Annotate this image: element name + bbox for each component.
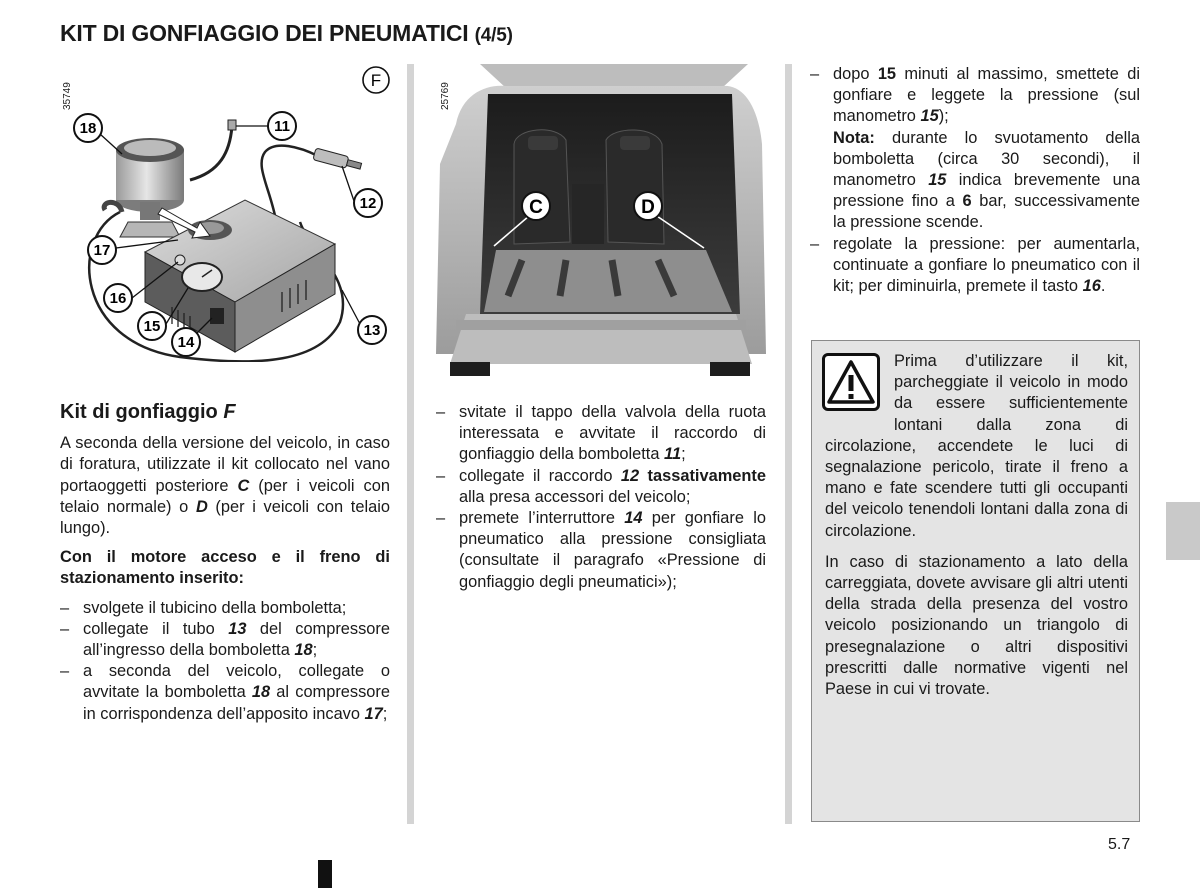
chapter-tab <box>1166 502 1200 560</box>
trunk-photo-figure <box>436 64 766 376</box>
heading-text: Kit di gonfiaggio <box>60 401 218 423</box>
callout-13 <box>358 316 386 344</box>
label-d <box>634 192 662 220</box>
section-heading <box>60 402 390 423</box>
bold-intro: Con il motore acceso e il freno di stazionamento inserito: <box>60 548 390 588</box>
warning-paragraph-1: Prima d’utilizzare il kit, parcheggiate il veicolo in modo da essere sufficientemente lontani dalla zona di circolazione, accendete le luci di segnalazione pericolo, tirate il freno a mano e fate scendere tutti gli occupanti del veicolo tenendoli lontani dalla zona di circolazione. <box>825 352 1128 540</box>
callout-11 <box>268 112 296 140</box>
callout-12 <box>354 189 382 217</box>
list-item: – a seconda del veicolo, collegate o avvitate la bomboletta 18 al compressore in corrispondenza dell’apposito incavo 17; <box>60 662 390 723</box>
figure-id-trunk: 25769 <box>440 82 451 110</box>
trunk-photo <box>436 64 766 376</box>
column-divider-2 <box>785 64 792 824</box>
svg-text:15: 15 <box>143 318 161 335</box>
column-1 <box>60 402 390 725</box>
warning-text <box>825 351 1128 700</box>
list-item: – svolgete il tubicino della bomboletta; <box>60 598 347 617</box>
svg-text:17: 17 <box>93 242 111 259</box>
svg-text:16: 16 <box>109 290 127 307</box>
title-text: KIT DI GONFIAGGIO DEI PNEUMATICI <box>60 20 469 46</box>
callout-15 <box>138 312 166 340</box>
callout-17 <box>88 236 116 264</box>
svg-text:12: 12 <box>359 195 377 212</box>
column-3 <box>810 64 1140 297</box>
list-item: – regolate la pressione: per aumentarla, continuate a gonfiare lo pneumatico con il kit; per diminuirla, premete il tasto 16. <box>810 234 1140 296</box>
svg-text:13: 13 <box>363 322 381 339</box>
title-section: (4/5) <box>474 25 513 46</box>
list-item: – collegate il tubo 13 del compressore all’ingresso della bomboletta 18; <box>60 619 390 660</box>
figure-letter: F <box>370 71 382 90</box>
page-title <box>60 20 513 47</box>
svg-text:C: C <box>529 197 543 218</box>
compressor-kit-figure <box>60 62 400 362</box>
svg-text:14: 14 <box>177 334 195 351</box>
callout-18 <box>74 114 102 142</box>
callout-14 <box>172 328 200 356</box>
intro-paragraph: A seconda della versione del veicolo, in caso di foratura, utilizzate il kit collocato nel vano portaoggetti posteriore C (per i veicoli con telaio normale) o D (per i veicoli con telaio lungo). <box>60 434 390 538</box>
compressor-illustration <box>60 62 400 362</box>
label-c <box>522 192 550 220</box>
list-item: – dopo 15 minuti al massimo, smettete di gonfiare e leggete la pressione (sul manometro 15); Nota: durante lo svuotamento della bomboletta (circa 30 secondi), il manometro 15 indica brevemente una pressione fino a 6 bar, successivamente la pressione scende. <box>810 64 1140 234</box>
svg-text:18: 18 <box>79 120 97 137</box>
list-item: – collegate il raccordo 12 tassativamente alla presa accessori del veicolo; <box>436 466 766 506</box>
callout-16 <box>104 284 132 312</box>
warning-paragraph-2: In caso di stazionamento a lato della carreggiata, dovete avvisare gli altri utenti della strada della presenza del vostro veicolo posizionando un triangolo di presegnalazione o altri dispositivi prescritti dalle normative vigenti nel Paese in cui vi trovate. <box>825 552 1128 699</box>
crop-mark <box>318 860 332 888</box>
heading-letter: F <box>223 401 236 423</box>
instruction-list-1 <box>60 598 390 725</box>
column-2 <box>436 402 766 593</box>
figure-id: 35749 <box>62 82 73 110</box>
instruction-list-2 <box>436 402 766 593</box>
instruction-list-3 <box>810 64 1140 297</box>
list-item: – svitate il tappo della valvola della ruota interessata e avvitate il raccordo di gonfiaggio della bomboletta 11; <box>436 403 766 464</box>
svg-text:D: D <box>641 197 655 218</box>
list-item: – premete l’interruttore 14 per gonfiare lo pneumatico alla pressione consigliata (consultate il paragrafo «Pressione di gonfiaggio degli pneumatici»); <box>436 509 766 591</box>
column-divider-1 <box>407 64 414 824</box>
page-number: 5.7 <box>1108 836 1131 853</box>
warning-box <box>811 340 1140 822</box>
svg-text:11: 11 <box>274 118 290 135</box>
note-paragraph: Nota: durante lo svuotamento della bomboletta (circa 30 secondi), il manometro 15 indica brevemente una pressione fino a 6 bar, successivamente la pressione scende. <box>833 128 1141 232</box>
